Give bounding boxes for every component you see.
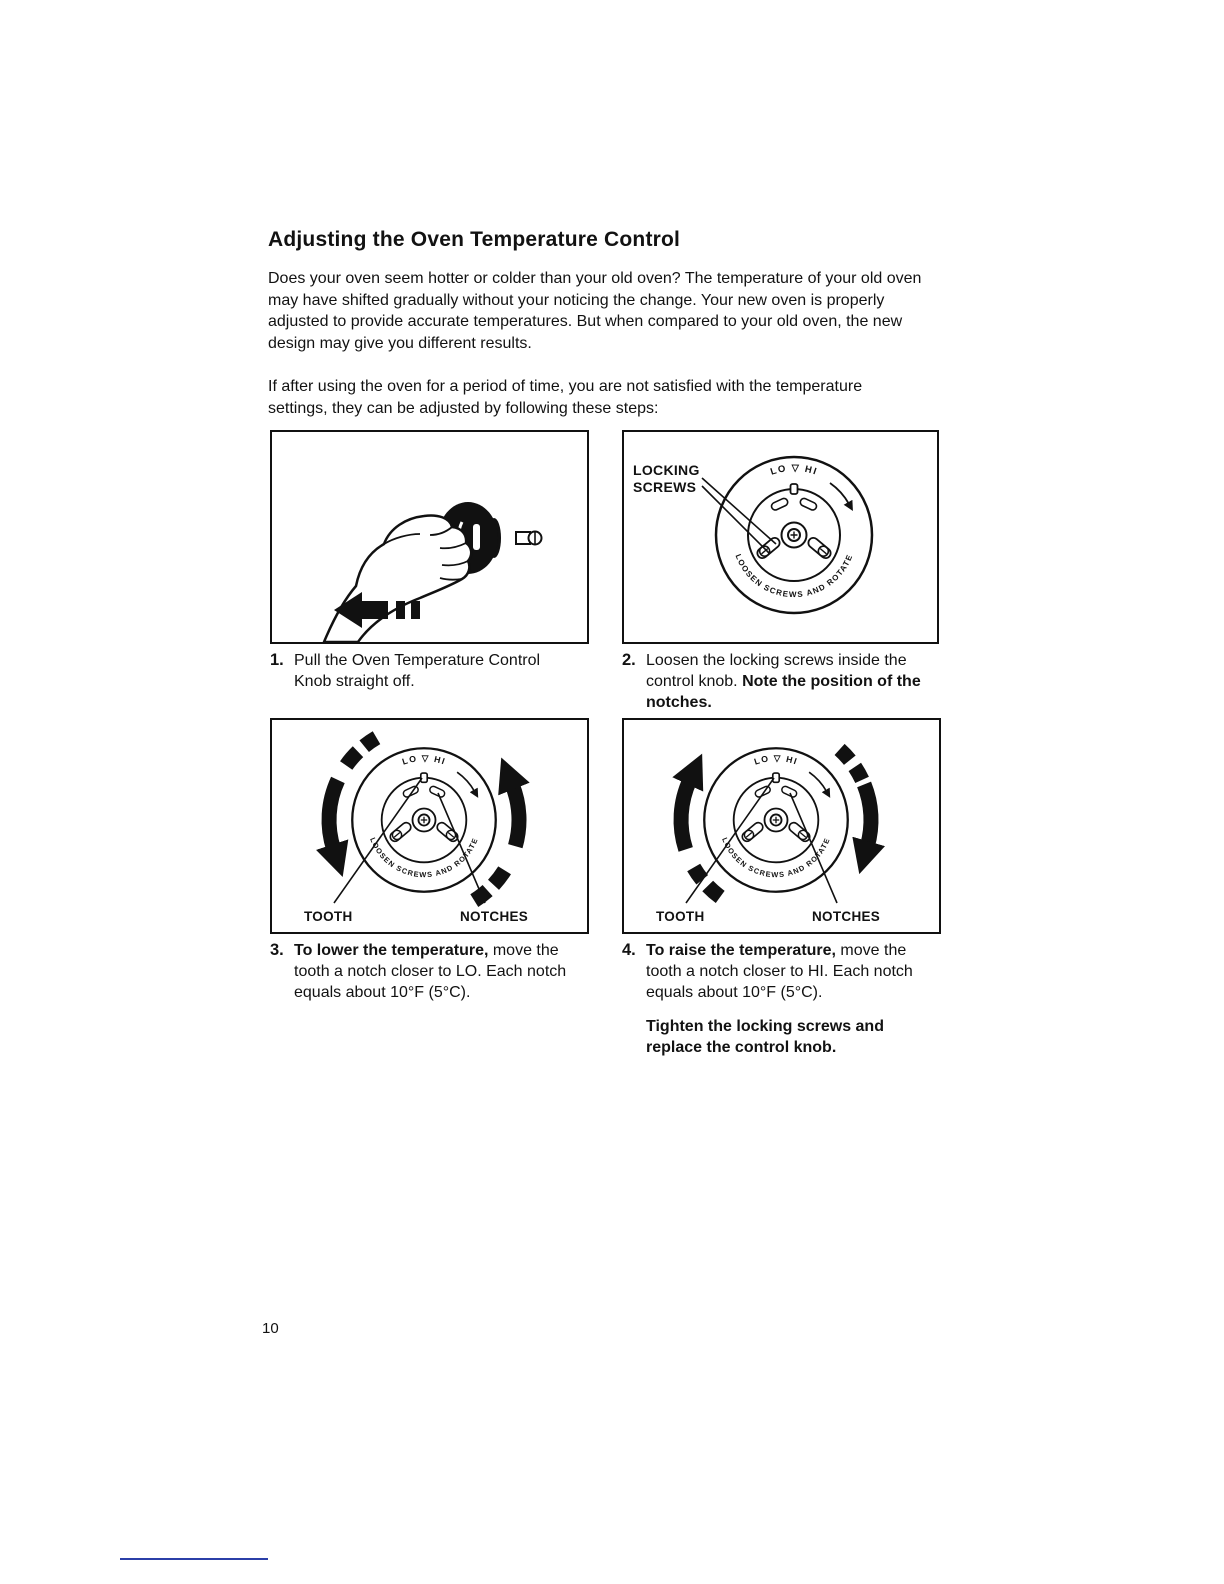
oven-dial-illustration [716,457,872,613]
step-2-text: Loosen the locking screws inside the control knob. Note the position of the notches. [646,652,921,711]
figure-4-box [622,718,941,934]
figure-3-box [270,718,589,934]
step-2-caption [622,650,934,713]
locking-screws-label-line2: SCREWS [633,479,697,495]
hand-illustration [324,515,471,642]
tooth-label: TOOTH [656,909,705,924]
page-number: 10 [262,1320,279,1337]
knob-pointer-slot [473,524,480,550]
step-3-number: 3. [270,941,284,959]
notches-label: NOTCHES [460,909,529,924]
knob-pull-illustration [272,432,587,642]
step-4-caption [622,940,934,1058]
lower-temperature-illustration [272,720,587,932]
figure-2-box [622,430,939,644]
step-3-caption [270,940,580,1003]
locking-screws-label [633,462,700,496]
page-title: Adjusting the Oven Temperature Control [268,228,681,251]
step-4-extra-instruction: Tighten the locking screws and replace the control knob. [646,1018,884,1056]
notches-label: NOTCHES [812,909,881,924]
locking-screws-label-line1: LOCKING [633,462,700,478]
step-4-number: 4. [622,941,636,959]
step-1-caption [270,650,580,692]
locking-screws-pointer-lines [702,478,776,553]
intro-paragraph-1: Does your oven seem hotter or colder than your old oven? The temperature of your old oven may have shifted gradually without your noticing the change. Your new oven is properly adjusted to provide accurate temperatures. But when compared to your old oven, the new design may give you different results. [268,270,922,352]
oven-dial-illustration [704,748,848,892]
oven-dial-illustration [352,748,496,892]
step-2-number: 2. [622,651,636,669]
figure-1-box [270,430,589,644]
raise-temperature-illustration [624,720,939,932]
footer-rule [120,1558,268,1560]
step-3-text: To lower the temperature, move the tooth a notch closer to LO. Each notch equals about 10°F (5°C). [294,942,567,1001]
step-1-number: 1. [270,651,284,669]
tooth-label: TOOTH [304,909,353,924]
step-1-text: Pull the Oven Temperature Control Knob straight off. [294,652,541,690]
intro-paragraph-2: If after using the oven for a period of time, you are not satisfied with the temperature settings, they can be adjusted by following these steps: [268,378,863,417]
step-4-text: To raise the temperature, move the tooth a notch closer to HI. Each notch equals about 10°F (5°C). Tighten the locking screws and replace the control knob. [646,940,934,1058]
